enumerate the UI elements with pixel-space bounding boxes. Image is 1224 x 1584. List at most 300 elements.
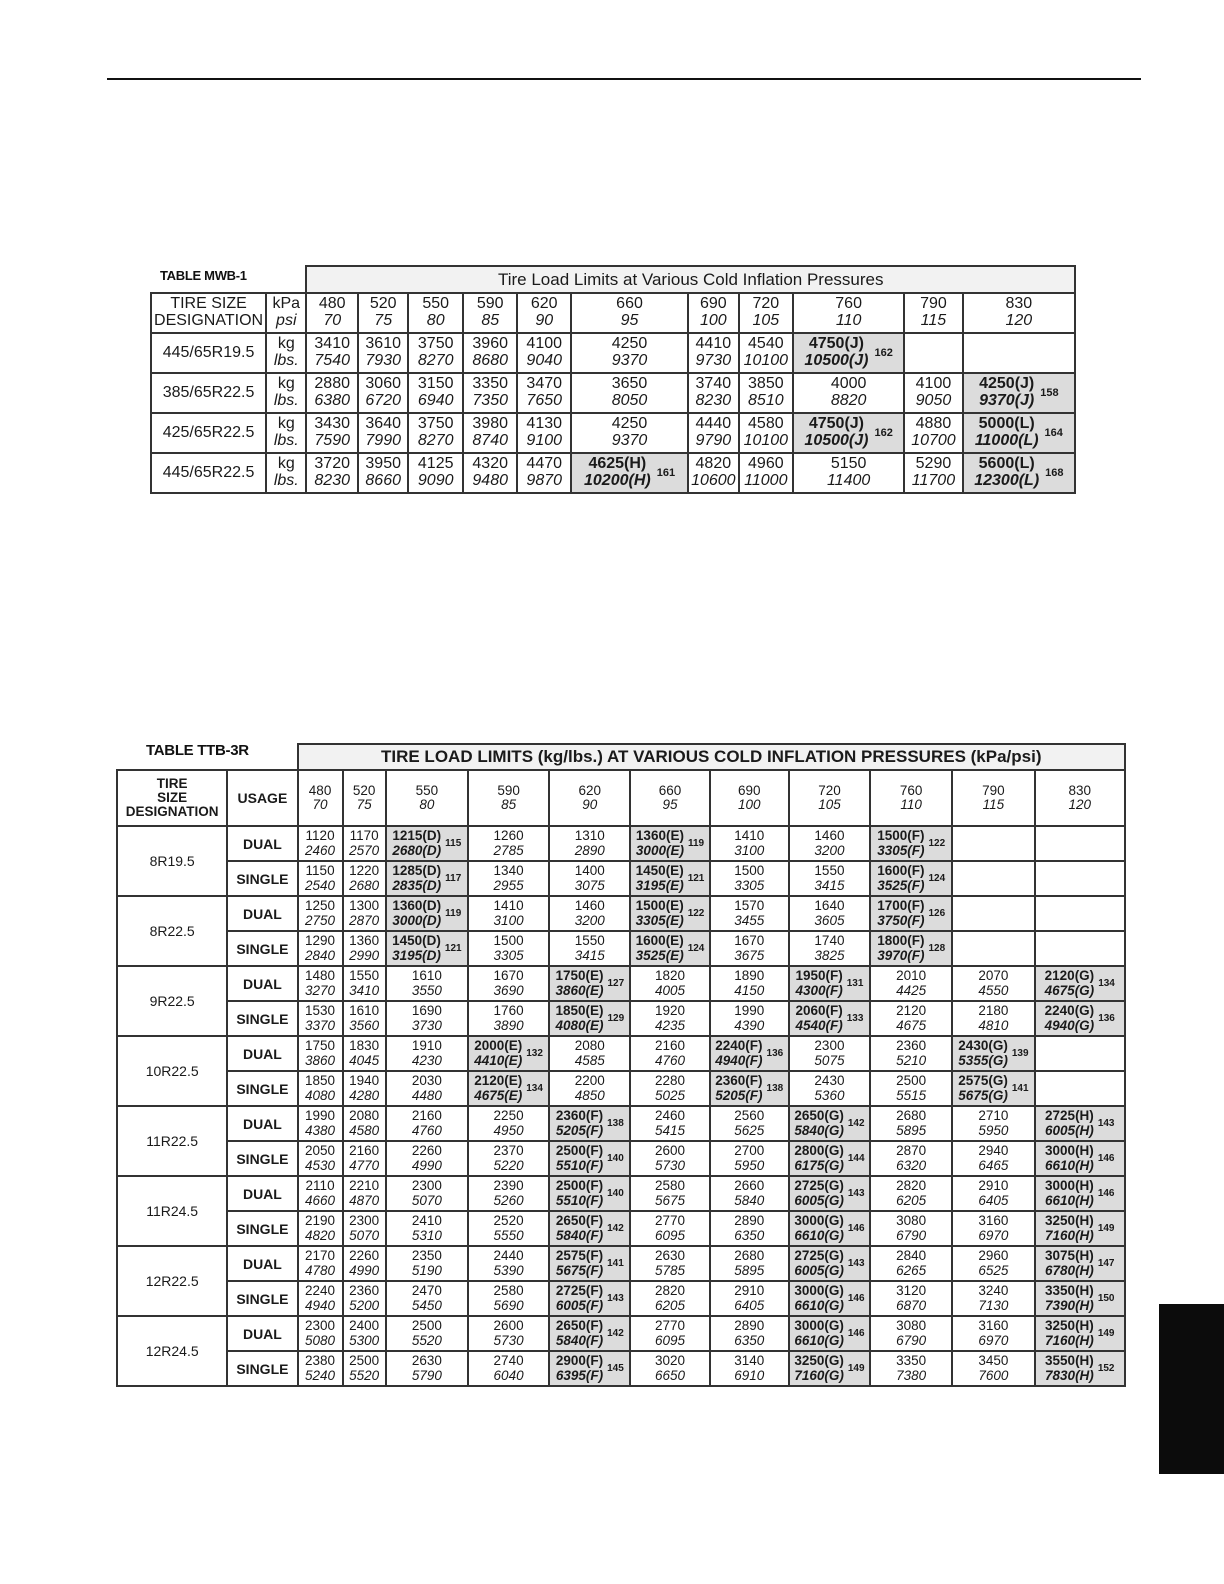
max-load-cell (468, 1036, 549, 1071)
unit-kg: kg (277, 335, 295, 353)
pressure-kpa: 620 (578, 782, 602, 798)
load-cell (688, 413, 738, 453)
load-cell (386, 1351, 468, 1386)
load-lbs: 3305(E) (635, 912, 684, 928)
table-row (151, 453, 1075, 493)
load-lbs: 6095 (654, 1332, 686, 1348)
load-kg: 3980 (472, 415, 508, 433)
load-index: 140 (607, 1153, 624, 1164)
load-kg: 3080 (896, 1213, 927, 1229)
load-kg: 1215(D) (392, 828, 442, 844)
table-row (117, 1071, 1125, 1106)
load-index: 127 (607, 978, 625, 989)
load-lbs: 4425 (896, 982, 927, 998)
load-lbs: 6350 (734, 1332, 765, 1348)
load-kg: 1670 (734, 933, 765, 949)
load-kg: 4625(H) (588, 455, 647, 473)
load-kg: 2770 (654, 1318, 686, 1334)
load-kg: 3060 (365, 375, 401, 393)
max-load-cell (1035, 1211, 1125, 1246)
load-kg: 2380 (305, 1353, 336, 1369)
load-index: 141 (607, 1258, 624, 1269)
load-kg: 4580 (748, 415, 784, 433)
load-cell (298, 1036, 343, 1071)
load-lbs: 4810 (978, 1017, 1009, 1033)
load-kg: 1410 (734, 828, 765, 844)
max-load-cell (789, 1141, 870, 1176)
load-kg: 2360 (896, 1038, 927, 1054)
load-kg: 1500 (734, 863, 765, 879)
load-cell (952, 896, 1034, 931)
load-lbs: 5840(G) (794, 1122, 844, 1138)
load-kg: 5290 (915, 455, 952, 473)
max-load-cell (1035, 1106, 1125, 1141)
load-kg: 2120(E) (474, 1073, 523, 1089)
load-cell (386, 966, 468, 1001)
load-cell (343, 1351, 386, 1386)
table-title: Tire Load Limits at Various Cold Inflation Pressures (306, 266, 1075, 293)
load-lbs: 4300(F) (795, 982, 843, 998)
tire-size: 445/65R22.5 (151, 453, 266, 493)
load-cell (952, 1281, 1034, 1316)
load-cell (298, 1001, 343, 1036)
load-lbs: 11000(L) (974, 432, 1039, 449)
load-lbs: 8270 (417, 352, 454, 369)
load-cell (688, 373, 738, 413)
load-index: 136 (766, 1048, 784, 1059)
load-kg: 2910 (978, 1178, 1009, 1194)
pressure-header (386, 770, 468, 826)
load-index: 128 (928, 943, 946, 954)
load-lbs: 6790 (896, 1227, 927, 1243)
max-load-cell (963, 373, 1075, 413)
load-lbs: 7390(H) (1045, 1297, 1094, 1313)
load-kg: 2190 (305, 1213, 336, 1229)
load-kg: 2300 (814, 1038, 845, 1054)
pressure-psi: 85 (501, 797, 517, 812)
load-kg: 2500 (411, 1318, 442, 1334)
load-cell (298, 1246, 343, 1281)
load-kg: 1480 (305, 968, 336, 984)
load-cell (408, 373, 463, 413)
load-lbs: 6265 (896, 1262, 927, 1278)
max-load-cell (710, 1036, 789, 1071)
load-kg: 2240(F) (715, 1038, 763, 1054)
load-cell (793, 453, 904, 493)
load-lbs: 4150 (734, 982, 765, 998)
load-lbs: 4540(F) (795, 1017, 843, 1033)
load-lbs: 6610(H) (1045, 1157, 1094, 1173)
max-load-cell (549, 1001, 630, 1036)
load-kg: 5600(L) (978, 455, 1035, 473)
tire-size: 445/65R19.5 (151, 333, 266, 373)
load-cell (468, 931, 549, 966)
load-lbs: 6610(H) (1045, 1192, 1094, 1208)
load-kg: 3450 (978, 1353, 1009, 1369)
load-cell (343, 1001, 386, 1036)
tire-size: 10R22.5 (117, 1036, 227, 1106)
load-cell (343, 1071, 386, 1106)
load-lbs: 10500(J) (804, 352, 869, 369)
load-kg: 2580 (493, 1283, 524, 1299)
load-kg: 1410 (493, 898, 524, 914)
load-cell (463, 333, 518, 373)
load-index: 121 (444, 943, 462, 954)
load-index: 132 (526, 1048, 543, 1059)
load-kg: 4470 (526, 455, 563, 473)
load-kg: 1610 (349, 1003, 380, 1019)
load-kg: 3150 (417, 375, 454, 393)
max-load-cell (549, 1106, 630, 1141)
load-lbs: 4940 (305, 1297, 336, 1313)
table-ttb-3r-caption: TABLE TTB-3R (146, 742, 249, 759)
load-kg: 2080 (349, 1108, 380, 1124)
load-kg: 2580 (654, 1178, 686, 1194)
load-index: 119 (445, 908, 462, 919)
pressure-psi: 100 (737, 797, 761, 812)
table-mwb-1-caption: TABLE MWB-1 (160, 268, 247, 283)
unit-kg: kg (277, 375, 295, 393)
load-lbs: 4760 (411, 1122, 442, 1138)
load-lbs: 4410(E) (474, 1052, 523, 1068)
load-kg: 2260 (349, 1248, 380, 1264)
load-lbs: 9370 (611, 432, 648, 449)
max-load-cell (963, 453, 1075, 493)
load-kg: 2575(G) (958, 1073, 1008, 1089)
load-lbs: 2785 (493, 842, 524, 858)
load-index: 162 (874, 347, 893, 359)
load-lbs: 6870 (896, 1297, 927, 1313)
load-cell (952, 1001, 1034, 1036)
load-cell (463, 373, 518, 413)
load-index: 124 (687, 943, 705, 954)
load-index: 129 (607, 1013, 625, 1024)
load-lbs: 2540 (305, 877, 336, 893)
load-index: 164 (1044, 427, 1063, 439)
load-cell (710, 896, 789, 931)
load-kg: 2500(F) (555, 1143, 604, 1159)
load-lbs: 3525(E) (635, 947, 684, 963)
load-kg: 2120 (896, 1003, 927, 1019)
load-kg: 1890 (734, 968, 765, 984)
load-lbs: 9370(J) (979, 392, 1035, 409)
load-kg: 3250(H) (1045, 1213, 1094, 1229)
max-load-cell (1035, 1351, 1125, 1386)
load-cell (688, 333, 738, 373)
max-load-cell (1035, 1281, 1125, 1316)
pressure-psi: 85 (481, 312, 500, 329)
load-kg: 5150 (830, 455, 867, 473)
load-lbs: 5205(F) (555, 1122, 604, 1138)
load-index: 131 (846, 978, 864, 989)
load-cell (306, 373, 357, 413)
max-load-cell (630, 861, 709, 896)
load-kg: 1950(F) (795, 968, 843, 984)
load-lbs: 4820 (305, 1227, 336, 1243)
load-kg: 1550 (574, 933, 605, 949)
load-lbs: 6465 (978, 1157, 1009, 1173)
max-load-cell (710, 1071, 789, 1106)
load-cell (789, 1036, 870, 1071)
load-kg: 4250 (611, 335, 648, 353)
pressure-kpa: 660 (616, 295, 643, 313)
load-kg: 3750 (417, 415, 454, 433)
pressure-kpa: 830 (1068, 782, 1092, 798)
load-cell (343, 1176, 386, 1211)
pressure-psi: 115 (920, 312, 947, 329)
load-lbs: 6205 (654, 1297, 686, 1313)
load-kg: 3160 (978, 1318, 1009, 1334)
usage-label: SINGLE (227, 1211, 297, 1246)
table-row (117, 1176, 1125, 1211)
pressure-psi: 110 (835, 312, 862, 329)
load-cell (1035, 896, 1125, 931)
load-cell (549, 861, 630, 896)
load-kg: 1610 (411, 968, 442, 984)
load-kg: 2110 (305, 1178, 335, 1194)
load-cell (630, 1211, 709, 1246)
max-load-cell (1035, 1176, 1125, 1211)
load-lbs: 3860(E) (555, 982, 604, 998)
load-kg: 1500(E) (635, 898, 684, 914)
usage-label: SINGLE (227, 1071, 297, 1106)
tire-size: 385/65R22.5 (151, 373, 266, 413)
pressure-psi: 110 (900, 797, 922, 812)
load-lbs: 5690 (493, 1297, 524, 1313)
load-kg: 2770 (654, 1213, 686, 1229)
load-kg: 3720 (314, 455, 350, 473)
load-index: 121 (687, 873, 705, 884)
load-kg: 1500(F) (877, 828, 925, 844)
load-lbs: 9480 (472, 472, 508, 489)
load-kg: 1690 (411, 1003, 442, 1019)
tire-size: 11R24.5 (117, 1176, 227, 1246)
load-lbs: 9050 (915, 392, 952, 409)
load-cell (952, 931, 1034, 966)
load-index: 143 (847, 1258, 865, 1269)
load-kg: 3020 (654, 1353, 686, 1369)
load-cell (870, 1211, 952, 1246)
load-cell (468, 896, 549, 931)
load-cell (358, 453, 408, 493)
pressure-psi: 80 (426, 312, 445, 329)
load-lbs: 5730 (493, 1332, 524, 1348)
max-load-cell (549, 1211, 630, 1246)
pressure-kpa: 550 (422, 295, 450, 313)
load-cell (298, 966, 343, 1001)
load-kg: 1500 (493, 933, 524, 949)
load-lbs: 3100 (734, 842, 765, 858)
load-cell (952, 1211, 1034, 1246)
pressure-header (870, 770, 952, 826)
load-lbs: 4675(G) (1044, 982, 1095, 998)
load-cell (630, 966, 709, 1001)
load-kg: 2650(F) (555, 1318, 604, 1334)
usage-label: DUAL (227, 1106, 297, 1141)
load-cell (952, 1176, 1034, 1211)
load-lbs: 6610(G) (794, 1332, 844, 1348)
unit-kg: kg (277, 455, 295, 473)
load-cell (571, 413, 688, 453)
tire-load-limits-table-ttb-3r (116, 743, 1126, 1387)
load-index: 142 (607, 1328, 624, 1339)
pressure-psi: 75 (356, 797, 372, 812)
load-kg: 2700 (734, 1143, 765, 1159)
load-kg: 2250 (493, 1108, 524, 1124)
load-cell (710, 1351, 789, 1386)
load-lbs: 5840 (734, 1192, 765, 1208)
load-cell (739, 413, 794, 453)
load-lbs: 7540 (314, 352, 350, 369)
load-cell (549, 1036, 630, 1071)
max-load-cell (386, 896, 468, 931)
usage-label: DUAL (227, 896, 297, 931)
load-lbs: 9100 (526, 432, 563, 449)
load-cell (386, 1141, 468, 1176)
max-load-cell (1035, 966, 1125, 1001)
load-lbs: 9790 (695, 432, 732, 449)
load-cell (408, 413, 463, 453)
load-cell (710, 966, 789, 1001)
load-kg: 3000(G) (794, 1283, 844, 1299)
load-index: 142 (607, 1223, 624, 1234)
load-lbs: 6005(F) (555, 1297, 604, 1313)
load-cell (463, 453, 518, 493)
pressure-header (517, 293, 571, 333)
load-lbs: 7600 (978, 1367, 1009, 1383)
load-lbs: 8820 (830, 392, 867, 409)
load-kg: 2890 (734, 1318, 765, 1334)
load-lbs: 8680 (472, 352, 508, 369)
load-kg: 2360(F) (555, 1108, 604, 1124)
load-lbs: 11700 (911, 472, 956, 489)
load-lbs: 5450 (411, 1297, 442, 1313)
load-lbs: 4550 (978, 982, 1009, 998)
load-lbs: 8660 (365, 472, 401, 489)
load-kg: 2725(F) (555, 1283, 604, 1299)
load-kg: 2880 (314, 375, 350, 393)
load-kg: 3160 (978, 1213, 1009, 1229)
unit-header-psi: psi (276, 312, 297, 329)
load-kg: 1460 (574, 898, 605, 914)
load-cell (630, 1281, 709, 1316)
max-load-cell (630, 931, 709, 966)
load-lbs: 5950 (978, 1122, 1009, 1138)
load-kg: 1360 (349, 933, 380, 949)
load-cell (298, 1351, 343, 1386)
max-load-cell (549, 1246, 630, 1281)
load-lbs: 3860 (305, 1052, 336, 1068)
max-load-cell (870, 931, 952, 966)
load-kg: 2600 (654, 1143, 686, 1159)
load-kg: 1250 (305, 898, 336, 914)
load-index: 162 (874, 427, 893, 439)
load-lbs: 6320 (896, 1157, 927, 1173)
load-cell (904, 453, 963, 493)
tire-size: 9R22.5 (117, 966, 227, 1036)
max-load-cell (870, 826, 952, 861)
load-lbs: 3305(F) (877, 842, 925, 858)
load-lbs: 4530 (305, 1157, 336, 1173)
pressure-psi: 80 (419, 797, 435, 812)
load-cell (343, 931, 386, 966)
load-kg: 3950 (365, 455, 401, 473)
table-row (117, 861, 1125, 896)
max-load-cell (789, 1106, 870, 1141)
load-kg: 1550 (814, 863, 845, 879)
load-cell (517, 413, 571, 453)
load-cell (1035, 826, 1125, 861)
load-kg: 2410 (411, 1213, 442, 1229)
pressure-header (630, 770, 709, 826)
load-kg: 1170 (349, 828, 379, 844)
load-kg: 1850(E) (555, 1003, 604, 1019)
load-lbs: 3075 (574, 877, 605, 893)
load-cell (343, 1281, 386, 1316)
pressure-header (408, 293, 463, 333)
pressure-psi: 70 (312, 797, 328, 812)
load-kg: 2050 (305, 1143, 336, 1159)
load-cell (468, 861, 549, 896)
load-index: 138 (607, 1118, 624, 1129)
load-kg: 3140 (734, 1353, 765, 1369)
load-cell (952, 1316, 1034, 1351)
load-cell (952, 1351, 1034, 1386)
load-cell (343, 1141, 386, 1176)
load-kg: 2650(F) (555, 1213, 604, 1229)
load-kg: 2500 (896, 1073, 927, 1089)
unit-label (266, 373, 306, 413)
load-lbs: 6380 (314, 392, 350, 409)
pressure-header (468, 770, 549, 826)
load-cell (710, 931, 789, 966)
pressure-psi: 90 (582, 797, 598, 812)
load-cell (343, 966, 386, 1001)
load-kg: 3740 (695, 375, 732, 393)
table-row (117, 931, 1125, 966)
load-kg: 2170 (305, 1248, 336, 1264)
load-cell (710, 826, 789, 861)
load-lbs: 7130 (978, 1297, 1009, 1313)
load-kg: 1360(E) (635, 828, 684, 844)
load-kg: 2660 (734, 1178, 765, 1194)
load-cell (963, 333, 1075, 373)
load-kg: 2280 (654, 1073, 686, 1089)
load-lbs: 7160(G) (794, 1367, 844, 1383)
max-load-cell (571, 453, 688, 493)
load-lbs: 3415 (574, 947, 605, 963)
load-cell (1035, 1036, 1125, 1071)
load-lbs: 6610(G) (794, 1227, 844, 1243)
load-lbs: 9370 (611, 352, 648, 369)
load-kg: 2680 (734, 1248, 765, 1264)
pressure-kpa: 660 (658, 782, 682, 798)
pressure-header (549, 770, 630, 826)
load-kg: 1640 (814, 898, 845, 914)
usage-label: SINGLE (227, 1141, 297, 1176)
max-load-cell (793, 333, 904, 373)
load-cell (343, 1211, 386, 1246)
load-kg: 3080 (896, 1318, 927, 1334)
unit-kg: kg (277, 415, 295, 433)
tire-size: 12R24.5 (117, 1316, 227, 1386)
load-lbs: 4005 (654, 982, 686, 998)
load-lbs: 4990 (411, 1157, 442, 1173)
load-lbs: 4660 (305, 1192, 336, 1208)
load-lbs: 3195(E) (635, 877, 684, 893)
load-kg: 3250(G) (794, 1353, 844, 1369)
pressure-kpa: 620 (530, 295, 558, 313)
